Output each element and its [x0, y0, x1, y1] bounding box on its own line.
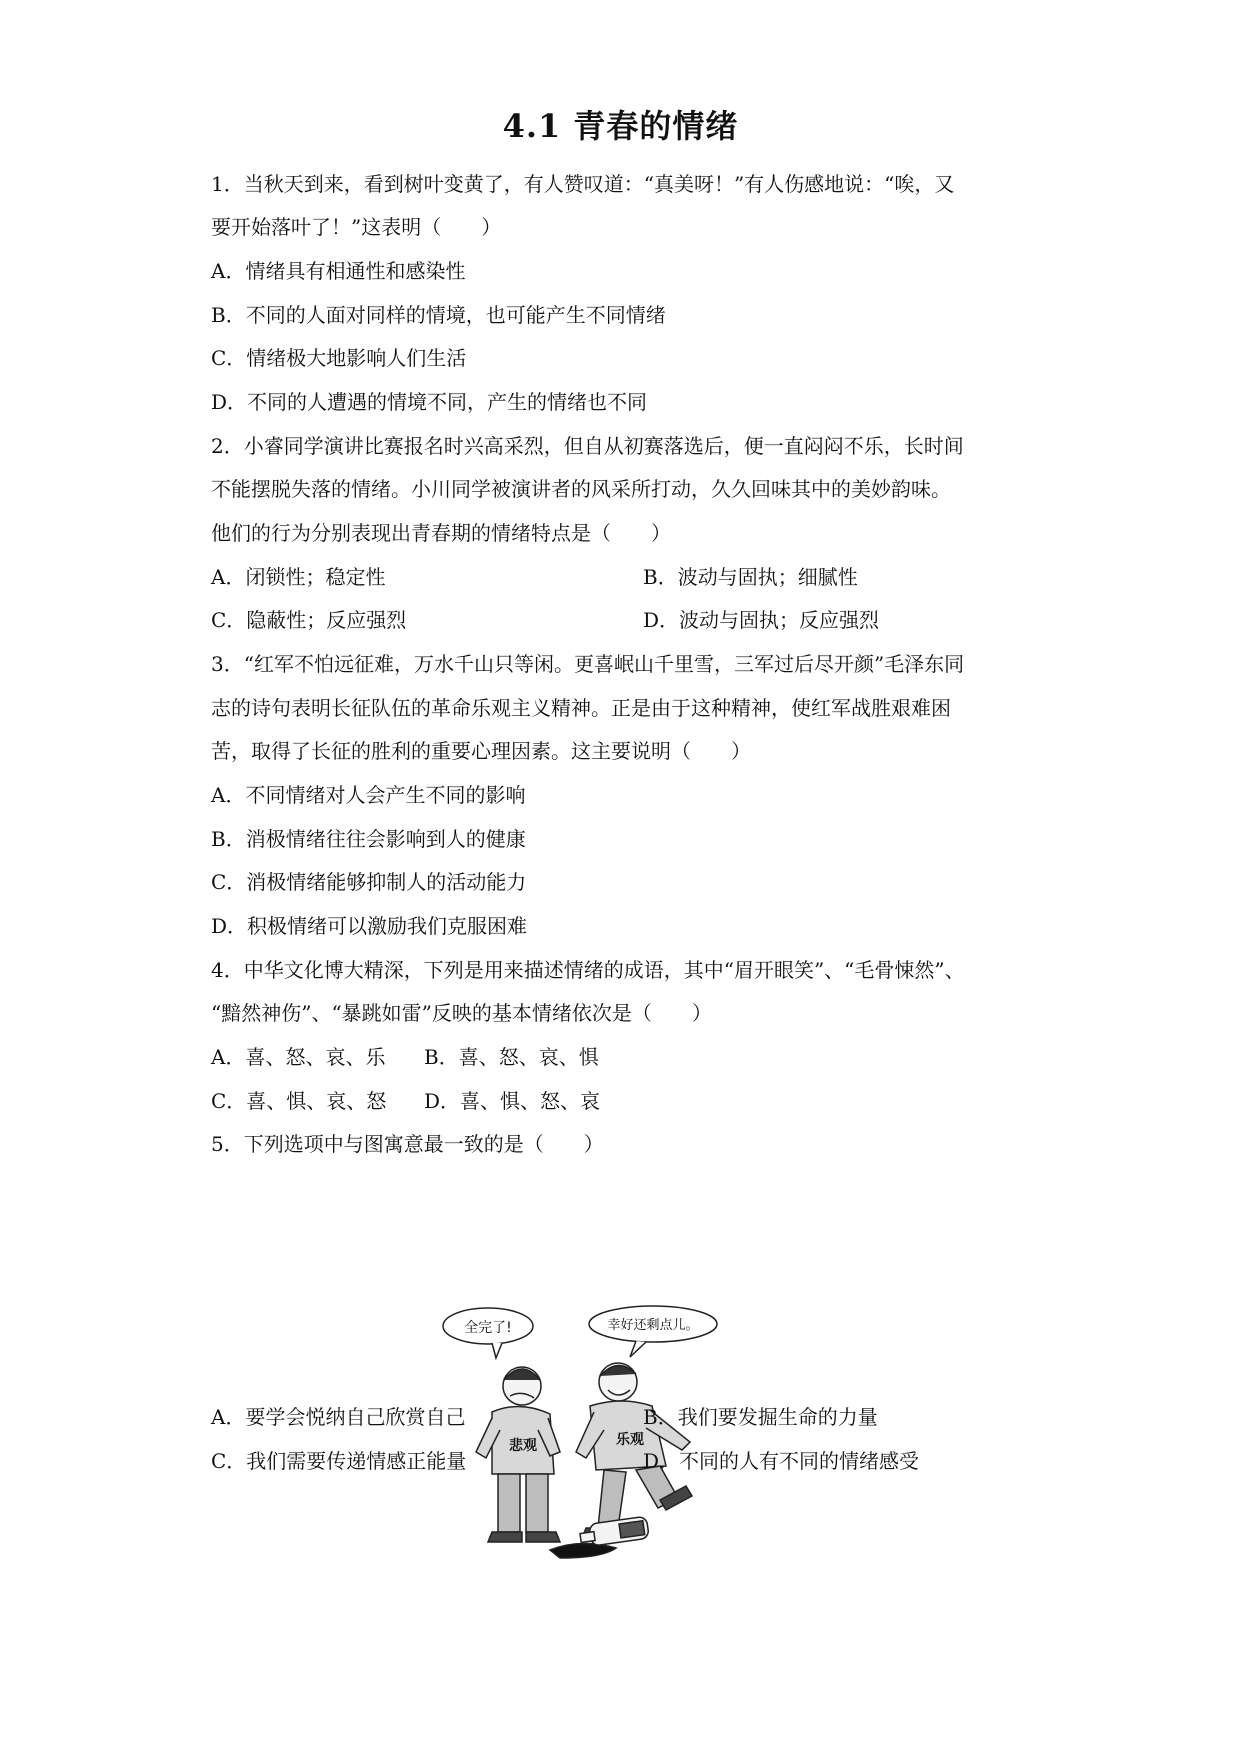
- left-speech-text: 全完了!: [464, 1320, 512, 1336]
- q3-stem-line-2: 志的诗句表明长征队伍的革命乐观主义精神。正是由于这种精神，使红军战胜艰难困: [211, 696, 951, 720]
- q5-option-c: C．我们需要传递情感正能量: [211, 1449, 467, 1473]
- q3-stem-line-3: 苦，取得了长征的胜利的重要心理因素。这主要说明（ ）: [211, 739, 751, 763]
- q1-option-b: B．不同的人面对同样的情境，也可能产生不同情绪: [211, 303, 666, 327]
- q1-option-a: A．情绪具有相通性和感染性: [211, 259, 466, 283]
- right-speech-bubble: [589, 1306, 717, 1357]
- q2-stem-line-1: 2．小睿同学演讲比赛报名时兴高采烈，但自从初赛落选后，便一直闷闷不乐，长时间: [211, 434, 964, 458]
- q2-stem-line-2: 不能摆脱失落的情绪。小川同学被演讲者的风采所打动，久久回味其中的美妙韵味。: [211, 477, 951, 501]
- optimist-shirt-label: 乐观: [616, 1432, 644, 1448]
- pessimist-figure: [476, 1367, 560, 1542]
- q3-option-d: D．积极情绪可以激励我们克服困难: [211, 914, 528, 938]
- q1-option-c: C．情绪极大地影响人们生活: [211, 346, 467, 370]
- q5-option-a: A．要学会悦纳自己欣赏自己: [211, 1405, 466, 1429]
- pessimist-shirt-label: 悲观: [509, 1438, 537, 1454]
- q5-option-d: D．不同的人有不同的情绪感受: [643, 1449, 920, 1473]
- q2-option-d: D．波动与固执；反应强烈: [643, 608, 880, 632]
- q2-option-c: C．隐蔽性；反应强烈: [211, 608, 407, 632]
- q2-option-a: A．闭锁性；稳定性: [211, 565, 386, 589]
- q5-option-b: B．我们要发掘生命的力量: [643, 1405, 878, 1429]
- q4-stem-line-2: “黯然神伤”、“暴跳如雷”反映的基本情绪依次是（ ）: [211, 1001, 712, 1025]
- q4-option-a: A．喜、怒、哀、乐: [211, 1045, 386, 1069]
- q5-stem-line-1: 5．下列选项中与图寓意最一致的是（ ）: [211, 1132, 604, 1156]
- q3-option-a: A．不同情绪对人会产生不同的影响: [211, 783, 526, 807]
- q3-stem-line-1: 3．“红军不怕远征难，万水千山只等闲。更喜岷山千里雪，三军过后尽开颜”毛泽东同: [211, 652, 965, 676]
- q3-option-b: B．消极情绪往往会影响到人的健康: [211, 827, 526, 851]
- q4-option-b: B．喜、怒、哀、惧: [424, 1045, 599, 1069]
- right-speech-text: 幸好还剩点儿。: [607, 1318, 699, 1333]
- q4-option-d: D．喜、惧、怒、哀: [424, 1089, 601, 1113]
- q2-stem-line-3: 他们的行为分别表现出青春期的情绪特点是（ ）: [211, 521, 671, 545]
- q1-stem-line-1: 1．当秋天到来，看到树叶变黄了，有人赞叹道：“真美呀！”有人伤感地说：“唉，又: [211, 172, 955, 196]
- q4-stem-line-1: 4．中华文化博大精深，下列是用来描述情绪的成语，其中“眉开眼笑”、“毛骨悚然”、: [211, 958, 965, 982]
- q2-option-b: B．波动与固执；细腻性: [643, 565, 858, 589]
- q3-option-c: C．消极情绪能够抑制人的活动能力: [211, 870, 527, 894]
- spilled-bottle: [550, 1516, 649, 1558]
- page-title: 4.1 青春的情绪: [502, 107, 739, 145]
- q1-option-d: D．不同的人遭遇的情境不同，产生的情绪也不同: [211, 390, 648, 414]
- q1-stem-line-2: 要开始落叶了！”这表明（ ）: [211, 215, 502, 239]
- pessimist-optimist-cartoon: [440, 1302, 780, 1562]
- left-speech-bubble: [443, 1308, 533, 1358]
- q4-option-c: C．喜、惧、哀、怒: [211, 1089, 387, 1113]
